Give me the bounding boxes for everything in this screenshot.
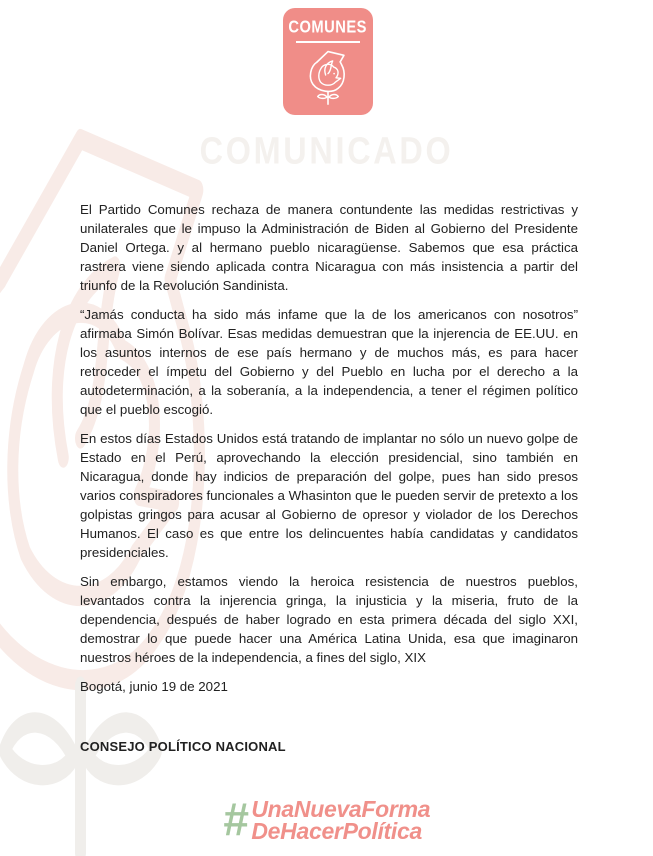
slogan-text bbox=[251, 798, 430, 842]
paragraph-2: “Jamás conducta ha sido más infame que la de los americanos con nosotros” afirmaba Simón Bolívar. Esas medidas demuestran que la injerencia de EE.UU. en los asuntos internos de ese país hermano y de muchos más, es para hacer retroceder el ímpetu del Gobierno y del Pueblo en lucha por el derecho a la autodeterminación, a la soberanía, a la independencia, a tener el régimen político que el pueblo escogió. bbox=[80, 307, 578, 417]
logo-divider bbox=[296, 41, 360, 43]
paragraph-4: Sin embargo, estamos viendo la heroica resistencia de nuestros pueblos, levantados contra la injerencia gringa, la injusticia y la miseria, fruto de la dependencia, después de haber logrado en esta primera década del siglo XXI, demostrar lo que puede hacer una América Latina Unida, esa que imaginaron nuestros héroes de la independencia, a fines del siglo, XIX bbox=[80, 574, 578, 665]
paragraph-1: El Partido Comunes rechaza de manera contundente las medidas restrictivas y unilaterales que le impuso la Administración de Biden al Gobierno del Presidente Daniel Ortega. y al hermano pueblo nicaragüense. Sabemos que esa práctica rastrera viene siendo aplicada contra Nicaragua con más insistencia a partir del triunfo de la Revolución Sandinista. bbox=[80, 202, 578, 293]
comunes-logo bbox=[283, 8, 373, 115]
dateline: Bogotá, junio 19 de 2021 bbox=[80, 679, 228, 694]
logo-wordmark: COMUNES bbox=[288, 17, 368, 37]
slogan-line1: UnaNuevaForma bbox=[251, 796, 431, 822]
slogan-line2: DeHacerPolítica bbox=[251, 818, 422, 844]
signature: CONSEJO POLÍTICO NACIONAL bbox=[80, 739, 286, 754]
hashtag-slogan bbox=[0, 793, 653, 845]
hash-symbol: # bbox=[222, 793, 249, 845]
comunicado-watermark-title: COMUNICADO bbox=[199, 128, 454, 172]
letter-body bbox=[80, 200, 578, 766]
paragraph-3: En estos días Estados Unidos está tratando de implantar no sólo un nuevo golpe de Estado en el Perú, aprovechando la elección presidencial, sino también en Nicaragua, donde hay indicios de preparación del golpe, pues han sido presos varios conspiradores funcionales a Whasinton que le pueden servir de pretexto a los golpistas gringos para acusar al Gobierno de opresor y violador de los Derechos Humanos. El caso es que entre los delincuentes había candidatas y candidatos presidenciales. bbox=[80, 431, 578, 560]
rose-dove-icon bbox=[304, 45, 352, 105]
